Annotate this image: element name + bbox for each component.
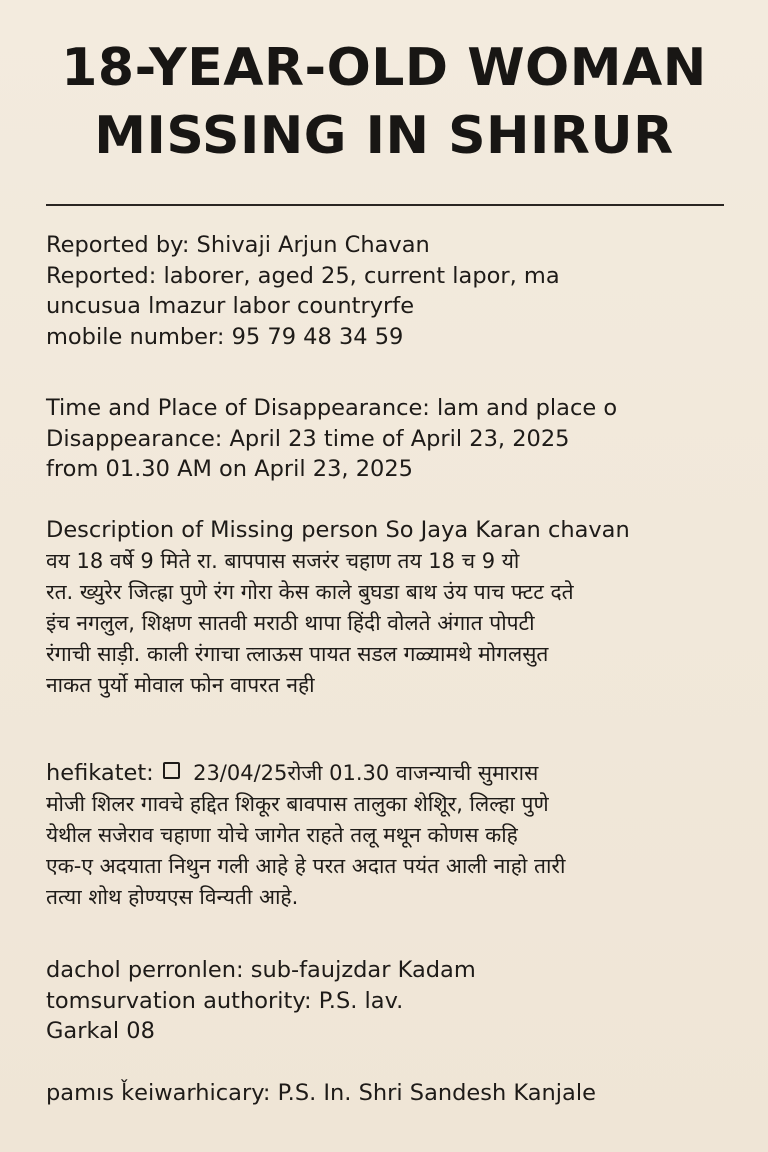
disappearance-section: [46, 393, 736, 485]
disappearance-line-3: from 01.30 AM on April 23, 2025: [46, 456, 413, 482]
description-section: [46, 515, 736, 701]
officer-line-3: Garkal 08: [46, 1018, 155, 1044]
disappearance-line-2: Disappearance: April 23 time of April 23, 2025: [46, 425, 570, 452]
incident-first-line: [46, 758, 736, 789]
incident-line-4: एक-ए अदयाता निथुन गली आहे हे परत अदात पयंत आली नाहो तारी: [46, 854, 566, 878]
reporter-occupation: Reported: laborer, aged 25, current lapor, ma: [46, 262, 560, 289]
description-line-4: रंगाची साड़ी. काली रंगाचा त्लाऊस पायत सडल गळ्यामथे मोगलसुत: [46, 641, 549, 666]
description-line-3: इंच नगलुल, शिक्षण सातवी मराठी थापा हिंदी वोलते अंगात पोपटी: [46, 610, 535, 635]
description-line-2: रत. ख्युरेर जित्ह्रा पुणे रंग गोरा केस काले बुघडा बाथ उंय पाच फ्टट दते: [46, 579, 574, 604]
incident-line-2: मोजी शिलर गावचे हद्दित शिकूर बावपास तालुका शेशिूर, लिल्हा पुणे: [46, 792, 549, 816]
disappearance-line-1: Time and Place of Disappearance: lam and place o: [46, 395, 618, 421]
incident-line-5: तत्या शोथ होण्यएस विन्यती आहे.: [46, 885, 299, 909]
incident-label: hefikatet:: [46, 760, 154, 786]
description-heading: Description of Missing person So Jaya Karan chavan: [46, 517, 630, 543]
reporter-occupation-cont: uncusua lmazur labor countryrfe: [46, 293, 415, 319]
contact-section: [46, 1078, 736, 1109]
square-box-icon: [163, 762, 180, 779]
officer-line-2: tomsurvation authority: P.S. lav.: [46, 987, 404, 1014]
description-line-1: वय 18 वर्षे 9 मिते रा. बापपास सजरंर चहाण तय 18 च 9 यो: [46, 548, 520, 573]
description-line-5: नाकत पुर्यो मोवाल फोन वापरत नही: [46, 672, 315, 697]
incident-date-text: 23/04/25रोजी 01.30 वाजन्याची सुमारास: [193, 761, 539, 785]
contact-line: pamıs ǩeiwarhicary: P.S. In. Shri Sandesh Kanjale: [46, 1080, 596, 1106]
officer-line-1: dachol perronlen: sub-faujzdar Kadam: [46, 957, 476, 983]
officer-section: [46, 955, 736, 1047]
reporter-name: Reported by: Shivaji Arjun Chavan: [46, 232, 430, 258]
headline-line-2: MISSING IN SHIRUR: [94, 106, 674, 166]
reporter-mobile: mobile number: 95 79 48 34 59: [46, 323, 404, 350]
headline: [0, 34, 768, 170]
headline-line-1: 18-YEAR-OLD WOMAN: [61, 38, 707, 98]
reporter-section: [46, 230, 736, 352]
headline-divider: [46, 204, 724, 206]
incident-line-3: येथील सजेराव चहाणा योचे जागेत राहते तलू मथून कोणस कहि: [46, 823, 518, 847]
incident-section: [46, 758, 736, 913]
